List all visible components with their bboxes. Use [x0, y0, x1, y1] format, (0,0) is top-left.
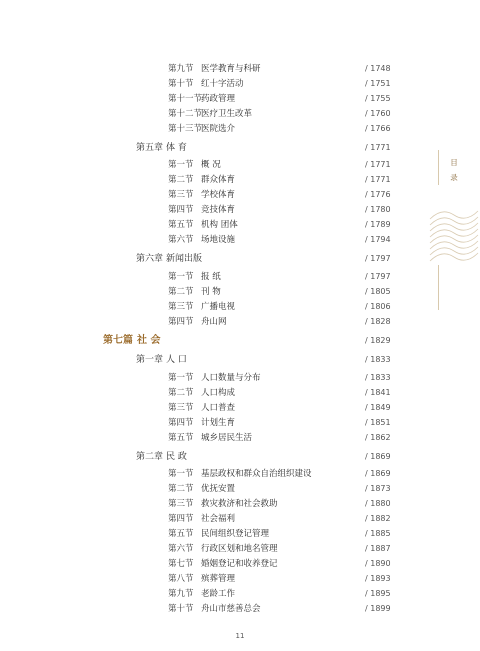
entry-label: 第五节 — [168, 220, 194, 230]
side-divider-bottom — [438, 265, 439, 310]
toc-entry-section[interactable] — [0, 62, 480, 76]
toc-entry-section[interactable] — [0, 218, 480, 232]
entry-label: 第三节 — [168, 499, 194, 509]
toc-entry-section[interactable] — [0, 482, 480, 496]
entry-page: / 1895 — [365, 589, 391, 598]
side-divider-top — [438, 150, 439, 185]
entry-label: 第四节 — [168, 418, 194, 428]
entry-label: 第十三节 — [168, 124, 203, 134]
entry-page: / 1873 — [365, 484, 391, 493]
entry-page: / 1880 — [365, 499, 391, 508]
entry-label: 第十一节 — [168, 94, 203, 104]
entry-page: / 1862 — [365, 433, 391, 442]
side-label-char: 目 — [450, 158, 458, 167]
entry-page: / 1751 — [365, 79, 391, 88]
entry-page: / 1771 — [365, 160, 391, 169]
toc-entry-chapter[interactable] — [0, 353, 480, 367]
toc-entry-section[interactable] — [0, 431, 480, 445]
toc-entry-section[interactable] — [0, 92, 480, 106]
toc-entry-section[interactable] — [0, 122, 480, 136]
entry-title: 药政管理 — [201, 94, 236, 104]
entry-title: 医院选介 — [201, 124, 236, 134]
entry-title: 优抚安置 — [201, 484, 236, 494]
toc-entry-section[interactable] — [0, 203, 480, 217]
entry-page: / 1869 — [365, 469, 391, 478]
toc-entry-section[interactable] — [0, 467, 480, 481]
entry-page: / 1780 — [365, 205, 391, 214]
entry-label: 第一节 — [168, 469, 194, 479]
entry-title: 殡葬管理 — [201, 574, 236, 584]
entry-label: 第一章 — [136, 355, 164, 365]
entry-title: 民 政 — [166, 452, 187, 462]
entry-page: / 1885 — [365, 529, 391, 538]
page-number: 11 — [235, 632, 245, 640]
entry-title: 舟山市慈善总会 — [201, 604, 261, 614]
entry-title: 社会福利 — [201, 514, 236, 524]
entry-label: 第七节 — [168, 559, 194, 569]
entry-title: 群众体育 — [201, 175, 236, 185]
entry-title: 行政区划和地名管理 — [201, 544, 278, 554]
toc-entry-part[interactable] — [0, 334, 480, 348]
entry-title: 红十字活动 — [201, 79, 244, 89]
entry-page: / 1869 — [365, 452, 391, 461]
entry-title: 场地设施 — [201, 235, 236, 245]
entry-title: 民间组织登记管理 — [201, 529, 270, 539]
entry-page: / 1851 — [365, 418, 391, 427]
toc-entry-section[interactable] — [0, 285, 480, 299]
entry-label: 第一节 — [168, 373, 194, 383]
entry-label: 第九节 — [168, 64, 194, 74]
toc-entry-section[interactable] — [0, 602, 480, 616]
toc-entry-section[interactable] — [0, 233, 480, 247]
entry-title: 婚姻登记和收养登记 — [201, 559, 278, 569]
entry-label: 第二节 — [168, 388, 194, 398]
entry-label: 第二节 — [168, 175, 194, 185]
entry-label: 第五章 — [136, 143, 164, 153]
entry-title: 新闻出版 — [166, 254, 203, 264]
toc-entry-section[interactable] — [0, 188, 480, 202]
entry-label: 第七篇 — [103, 335, 133, 346]
entry-page: / 1833 — [365, 373, 391, 382]
entry-label: 第六节 — [168, 235, 194, 245]
toc-entry-section[interactable] — [0, 512, 480, 526]
entry-title: 人 口 — [166, 355, 187, 365]
entry-label: 第八节 — [168, 574, 194, 584]
entry-title: 人口数量与分布 — [201, 373, 261, 383]
toc-entry-section[interactable] — [0, 315, 480, 329]
entry-label: 第十节 — [168, 604, 194, 614]
entry-title: 体 育 — [166, 143, 187, 153]
toc-entry-section[interactable] — [0, 386, 480, 400]
entry-page: / 1849 — [365, 403, 391, 412]
entry-title: 机构 团体 — [201, 220, 238, 230]
entry-label: 第三节 — [168, 190, 194, 200]
toc-entry-chapter[interactable] — [0, 252, 480, 266]
entry-label: 第二章 — [136, 452, 164, 462]
entry-title: 医学教育与科研 — [201, 64, 261, 74]
toc-entry-section[interactable] — [0, 527, 480, 541]
toc-entry-section[interactable] — [0, 300, 480, 314]
entry-label: 第六章 — [136, 254, 164, 264]
entry-title: 人口普查 — [201, 403, 236, 413]
entry-page: / 1806 — [365, 302, 391, 311]
entry-page: / 1797 — [365, 272, 391, 281]
entry-title: 舟山网 — [201, 317, 227, 327]
entry-page: / 1890 — [365, 559, 391, 568]
entry-title: 社 会 — [137, 335, 161, 346]
entry-title: 计划生育 — [201, 418, 236, 428]
entry-label: 第四节 — [168, 205, 194, 215]
entry-label: 第五节 — [168, 433, 194, 443]
toc-entry-section[interactable] — [0, 587, 480, 601]
toc-entry-chapter[interactable] — [0, 450, 480, 464]
toc-entry-section[interactable] — [0, 416, 480, 430]
entry-title: 报 纸 — [201, 272, 221, 282]
entry-page: / 1828 — [365, 317, 391, 326]
entry-page: / 1776 — [365, 190, 391, 199]
entry-label: 第三节 — [168, 403, 194, 413]
entry-label: 第四节 — [168, 317, 194, 327]
entry-title: 竞技体育 — [201, 205, 236, 215]
entry-label: 第十节 — [168, 79, 194, 89]
entry-page: / 1841 — [365, 388, 391, 397]
entry-page: / 1771 — [365, 175, 391, 184]
entry-label: 第五节 — [168, 529, 194, 539]
entry-title: 概 况 — [201, 160, 221, 170]
toc-entry-section[interactable] — [0, 158, 480, 172]
entry-title: 广播电视 — [201, 302, 236, 312]
entry-label: 第一节 — [168, 272, 194, 282]
entry-page: / 1771 — [365, 143, 391, 152]
toc-entry-section[interactable] — [0, 557, 480, 571]
entry-label: 第十二节 — [168, 109, 203, 119]
entry-page: / 1882 — [365, 514, 391, 523]
entry-page: / 1789 — [365, 220, 391, 229]
toc-entry-section[interactable] — [0, 572, 480, 586]
entry-title: 救灾救济和社会救助 — [201, 499, 278, 509]
side-label — [447, 155, 461, 185]
wave-ornament — [428, 205, 480, 267]
entry-page: / 1760 — [365, 109, 391, 118]
toc-entry-section[interactable] — [0, 77, 480, 91]
entry-page: / 1794 — [365, 235, 391, 244]
entry-page: / 1893 — [365, 574, 391, 583]
entry-page: / 1833 — [365, 355, 391, 364]
toc-entry-section[interactable] — [0, 542, 480, 556]
side-label-char: 录 — [450, 173, 458, 182]
toc-entry-section[interactable] — [0, 497, 480, 511]
entry-title: 老龄工作 — [201, 589, 236, 599]
toc-entry-section[interactable] — [0, 401, 480, 415]
entry-label: 第六节 — [168, 544, 194, 554]
entry-page: / 1797 — [365, 254, 391, 263]
toc-entry-chapter[interactable] — [0, 141, 480, 155]
entry-title: 人口构成 — [201, 388, 236, 398]
entry-title: 学校体育 — [201, 190, 236, 200]
entry-label: 第二节 — [168, 484, 194, 494]
entry-label: 第九节 — [168, 589, 194, 599]
entry-page: / 1766 — [365, 124, 391, 133]
toc-entry-section[interactable] — [0, 270, 480, 284]
toc-entry-section[interactable] — [0, 371, 480, 385]
entry-label: 第二节 — [168, 287, 194, 297]
entry-label: 第三节 — [168, 302, 194, 312]
entry-page: / 1899 — [365, 604, 391, 613]
entry-label: 第一节 — [168, 160, 194, 170]
entry-page: / 1887 — [365, 544, 391, 553]
toc-entry-section[interactable] — [0, 107, 480, 121]
entry-title: 刊 物 — [201, 287, 221, 297]
entry-title: 城乡居民生活 — [201, 433, 253, 443]
entry-title: 基层政权和群众自治组织建设 — [201, 469, 312, 479]
entry-title: 医疗卫生改革 — [201, 109, 253, 119]
entry-page: / 1748 — [365, 64, 391, 73]
entry-page: / 1755 — [365, 94, 391, 103]
entry-label: 第四节 — [168, 514, 194, 524]
toc-entry-section[interactable] — [0, 173, 480, 187]
entry-page: / 1805 — [365, 287, 391, 296]
entry-page: / 1829 — [365, 336, 391, 345]
